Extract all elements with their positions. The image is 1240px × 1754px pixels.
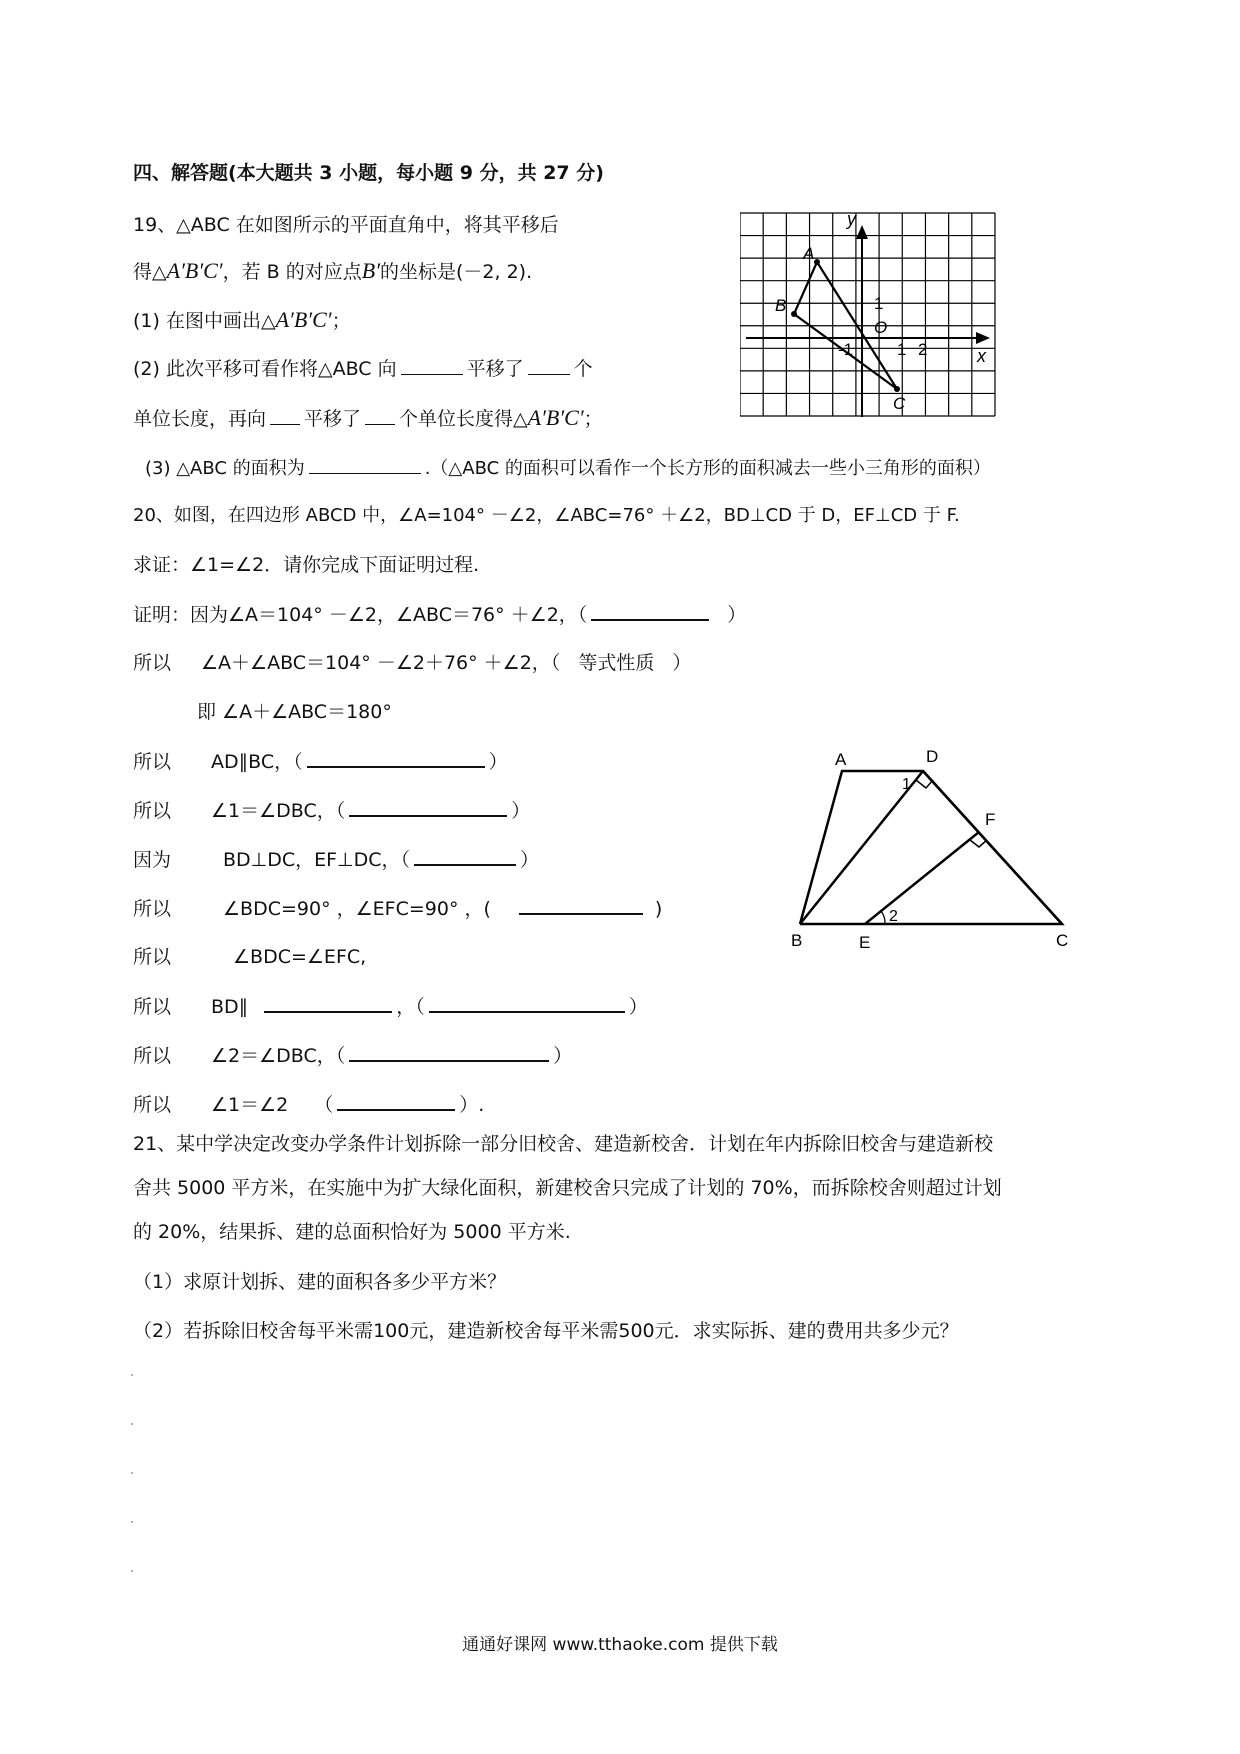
q20-step5-a: 所以 xyxy=(133,800,172,822)
q20-step7-b: ∠BDC=90° ，∠EFC=90° ，( xyxy=(223,898,491,920)
q19-line2-b: ，若 B 的对应点 xyxy=(222,261,362,283)
tick-label-x-neg1: -1 xyxy=(838,340,854,359)
answer-blank[interactable] xyxy=(337,1091,455,1111)
q20-step9-d: ） xyxy=(628,996,648,1018)
y-axis-label: y xyxy=(847,209,856,229)
q20-step11 xyxy=(133,1091,484,1118)
q20-step7-a: 所以 xyxy=(133,898,172,920)
q19-part2-line2-d: ； xyxy=(583,408,603,430)
label-c: C xyxy=(1056,931,1069,950)
tick-label-y1: 1 xyxy=(874,294,884,313)
page-footer: 通通好课网 www.tthaoke.com 提供下载 xyxy=(462,1635,778,1655)
coordinate-grid-figure xyxy=(740,205,1010,425)
q20-step2-d: ） xyxy=(672,652,692,674)
angle-2-arc xyxy=(881,911,885,924)
q19-part3 xyxy=(145,455,991,482)
margin-dot xyxy=(131,1472,133,1474)
q20-step4 xyxy=(133,748,508,775)
q19-triangle-prime: A′B′C′ xyxy=(166,258,223,283)
answer-blank[interactable] xyxy=(519,895,643,915)
q20-step6-a: 因为 xyxy=(133,849,172,871)
q19-part2-c: 个 xyxy=(573,358,593,380)
q20-step11-a: 所以 xyxy=(133,1094,172,1116)
q20-step8 xyxy=(133,944,366,970)
q20-step1-a: 证明：因为∠A＝104° －∠2，∠ABC＝76° ＋∠2，（ xyxy=(133,604,588,626)
q20-step4-a: 所以 xyxy=(133,751,172,773)
point-c xyxy=(894,386,900,392)
right-angle-mark-d xyxy=(916,780,933,788)
y-axis-arrow-icon xyxy=(856,225,868,239)
q20-step3: 即 ∠A＋∠ABC＝180° xyxy=(197,701,392,723)
q20-step11-d: ）. xyxy=(459,1094,485,1116)
q20-step10-a: 所以 xyxy=(133,1045,172,1067)
segment-ef xyxy=(865,832,979,924)
q20-step6-c: ） xyxy=(520,849,540,871)
q19-b-prime: B′ xyxy=(361,258,381,283)
answer-blank[interactable] xyxy=(528,356,570,375)
q19-line2-a: 得△ xyxy=(133,261,167,283)
quadrilateral-abcd xyxy=(800,771,1062,924)
q20-step1-b: ） xyxy=(727,604,747,626)
q19-part2-line2 xyxy=(133,405,603,432)
segment-dc xyxy=(923,771,1062,924)
tick-label-x1: 1 xyxy=(897,340,907,359)
right-angle-mark-f xyxy=(970,840,987,847)
q20-step8-b: ∠BDC=∠EFC, xyxy=(233,946,367,968)
q19-part2-a: (2) 此次平移可看作将△ABC 向 xyxy=(133,358,397,380)
answer-blank[interactable] xyxy=(401,356,463,375)
q20-step10-b: ∠2＝∠DBC，（ xyxy=(211,1045,346,1067)
margin-dot xyxy=(131,1521,133,1523)
angle-2-label: 2 xyxy=(889,908,898,925)
answer-blank[interactable] xyxy=(365,406,395,425)
q20-step5-c: ） xyxy=(511,800,531,822)
answer-blank[interactable] xyxy=(349,797,507,817)
q21-line2: 舍共 5000 平方米，在实施中为扩大绿化面积，新建校舍只完成了计划的 70%，而拆除校舍则超过计划 xyxy=(133,1177,1002,1199)
q21-part1: （1）求原计划拆、建的面积各多少平方米？ xyxy=(133,1271,507,1293)
q19-part2-b: 平移了 xyxy=(466,358,524,380)
q19-part3-b: .（△ABC 的面积可以看作一个长方形的面积减去一些小三角形的面积） xyxy=(424,458,991,479)
x-axis-arrow-icon xyxy=(976,332,990,344)
q20-prove: 求证：∠1=∠2．请你完成下面证明过程. xyxy=(133,554,480,576)
q20-step4-c: ） xyxy=(488,751,508,773)
margin-dot xyxy=(131,1374,133,1376)
label-c: C xyxy=(893,394,906,413)
answer-blank[interactable] xyxy=(591,601,709,621)
point-a xyxy=(814,259,820,265)
q19-part1-triangle: A′B′C′ xyxy=(275,307,332,332)
q20-step7-c: ) xyxy=(654,898,663,920)
q19-part1-a: (1) 在图中画出△ xyxy=(133,310,276,332)
q20-step8-a: 所以 xyxy=(133,946,172,968)
q21-line3: 的 20%，结果拆、建的总面积恰好为 5000 平方米. xyxy=(133,1221,571,1243)
x-axis-label: x xyxy=(977,346,986,366)
margin-dot xyxy=(131,1423,133,1425)
q19-part2 xyxy=(133,356,593,382)
section-title: 四、解答题(本大题共 3 小题，每小题 9 分，共 27 分) xyxy=(133,162,604,184)
answer-blank[interactable] xyxy=(309,455,421,474)
point-b xyxy=(791,311,797,317)
label-b: B xyxy=(791,931,803,950)
answer-blank[interactable] xyxy=(429,993,625,1013)
q20-step6-b: BD⊥DC，EF⊥DC，（ xyxy=(223,849,411,871)
q20-step4-b: AD∥BC，（ xyxy=(211,751,303,773)
q20-step2-c: 等式性质 xyxy=(578,652,655,674)
q20-step7 xyxy=(133,895,662,922)
q20-step9-b: BD∥ xyxy=(211,996,249,1018)
q20-step11-b: ∠1＝∠2 xyxy=(211,1094,289,1116)
q20-step6 xyxy=(133,846,539,873)
q20-step9 xyxy=(133,993,648,1020)
q20-step10 xyxy=(133,1042,572,1069)
q19-part2-line2-c: 个单位长度得△ xyxy=(399,408,528,430)
q20-step10-c: ） xyxy=(553,1045,573,1067)
label-e: E xyxy=(859,933,871,952)
q21-part2: （2）若拆除旧校舍每平米需100元，建造新校舍每平米需500元．求实际拆、建的费用共多少元？ xyxy=(133,1320,959,1342)
q20-intro: 20、如图，在四边形 ABCD 中，∠A=104° －∠2，∠ABC=76° ＋∠2，BD⊥CD 于 D，EF⊥CD 于 F. xyxy=(133,505,960,526)
q20-step5 xyxy=(133,797,530,824)
answer-blank[interactable] xyxy=(349,1042,549,1062)
q19-part2-triangle: A′B′C′ xyxy=(527,405,584,430)
margin-dot xyxy=(131,1570,133,1572)
q19-part1 xyxy=(133,307,351,334)
label-a: A xyxy=(835,750,847,769)
answer-blank[interactable] xyxy=(307,748,485,768)
q19-part2-line2-a: 单位长度，再向 xyxy=(133,408,267,430)
q20-step2-b: ∠A＋∠ABC＝104° －∠2＋76° ＋∠2，（ xyxy=(201,652,561,674)
q20-step11-c: （ xyxy=(314,1094,334,1116)
q20-step2 xyxy=(133,650,691,676)
q20-step5-b: ∠1＝∠DBC，（ xyxy=(211,800,346,822)
segment-bd xyxy=(800,771,923,924)
answer-blank[interactable] xyxy=(270,406,300,425)
label-d: D xyxy=(926,748,939,766)
answer-blank[interactable] xyxy=(414,846,516,866)
label-b: B xyxy=(775,296,787,315)
tick-label-x2: 2 xyxy=(918,340,928,359)
q20-step9-a: 所以 xyxy=(133,996,172,1018)
q21-line1: 21、某中学决定改变办学条件计划拆除一部分旧校舍、建造新校舍．计划在年内拆除旧校舍与建造新校 xyxy=(133,1133,994,1155)
q20-step9-c: ，（ xyxy=(396,996,425,1018)
label-f: F xyxy=(985,810,996,829)
answer-blank[interactable] xyxy=(264,993,392,1013)
q20-step2-a: 所以 xyxy=(133,652,172,674)
q19-part1-b: ； xyxy=(331,310,351,332)
q19-part2-line2-b: 平移了 xyxy=(304,408,362,430)
q20-step1 xyxy=(133,601,746,628)
q19-line2-c: 的坐标是(－2, 2). xyxy=(380,261,533,283)
q19-line2 xyxy=(133,258,532,285)
label-a: A xyxy=(803,244,815,263)
origin-label: O xyxy=(874,318,888,337)
angle-1-label: 1 xyxy=(902,776,911,793)
q19-line1: 19、△ABC 在如图所示的平面直角中，将其平移后 xyxy=(133,214,559,236)
q19-part3-a: (3) △ABC 的面积为 xyxy=(145,458,305,479)
quadrilateral-figure xyxy=(740,748,1080,958)
